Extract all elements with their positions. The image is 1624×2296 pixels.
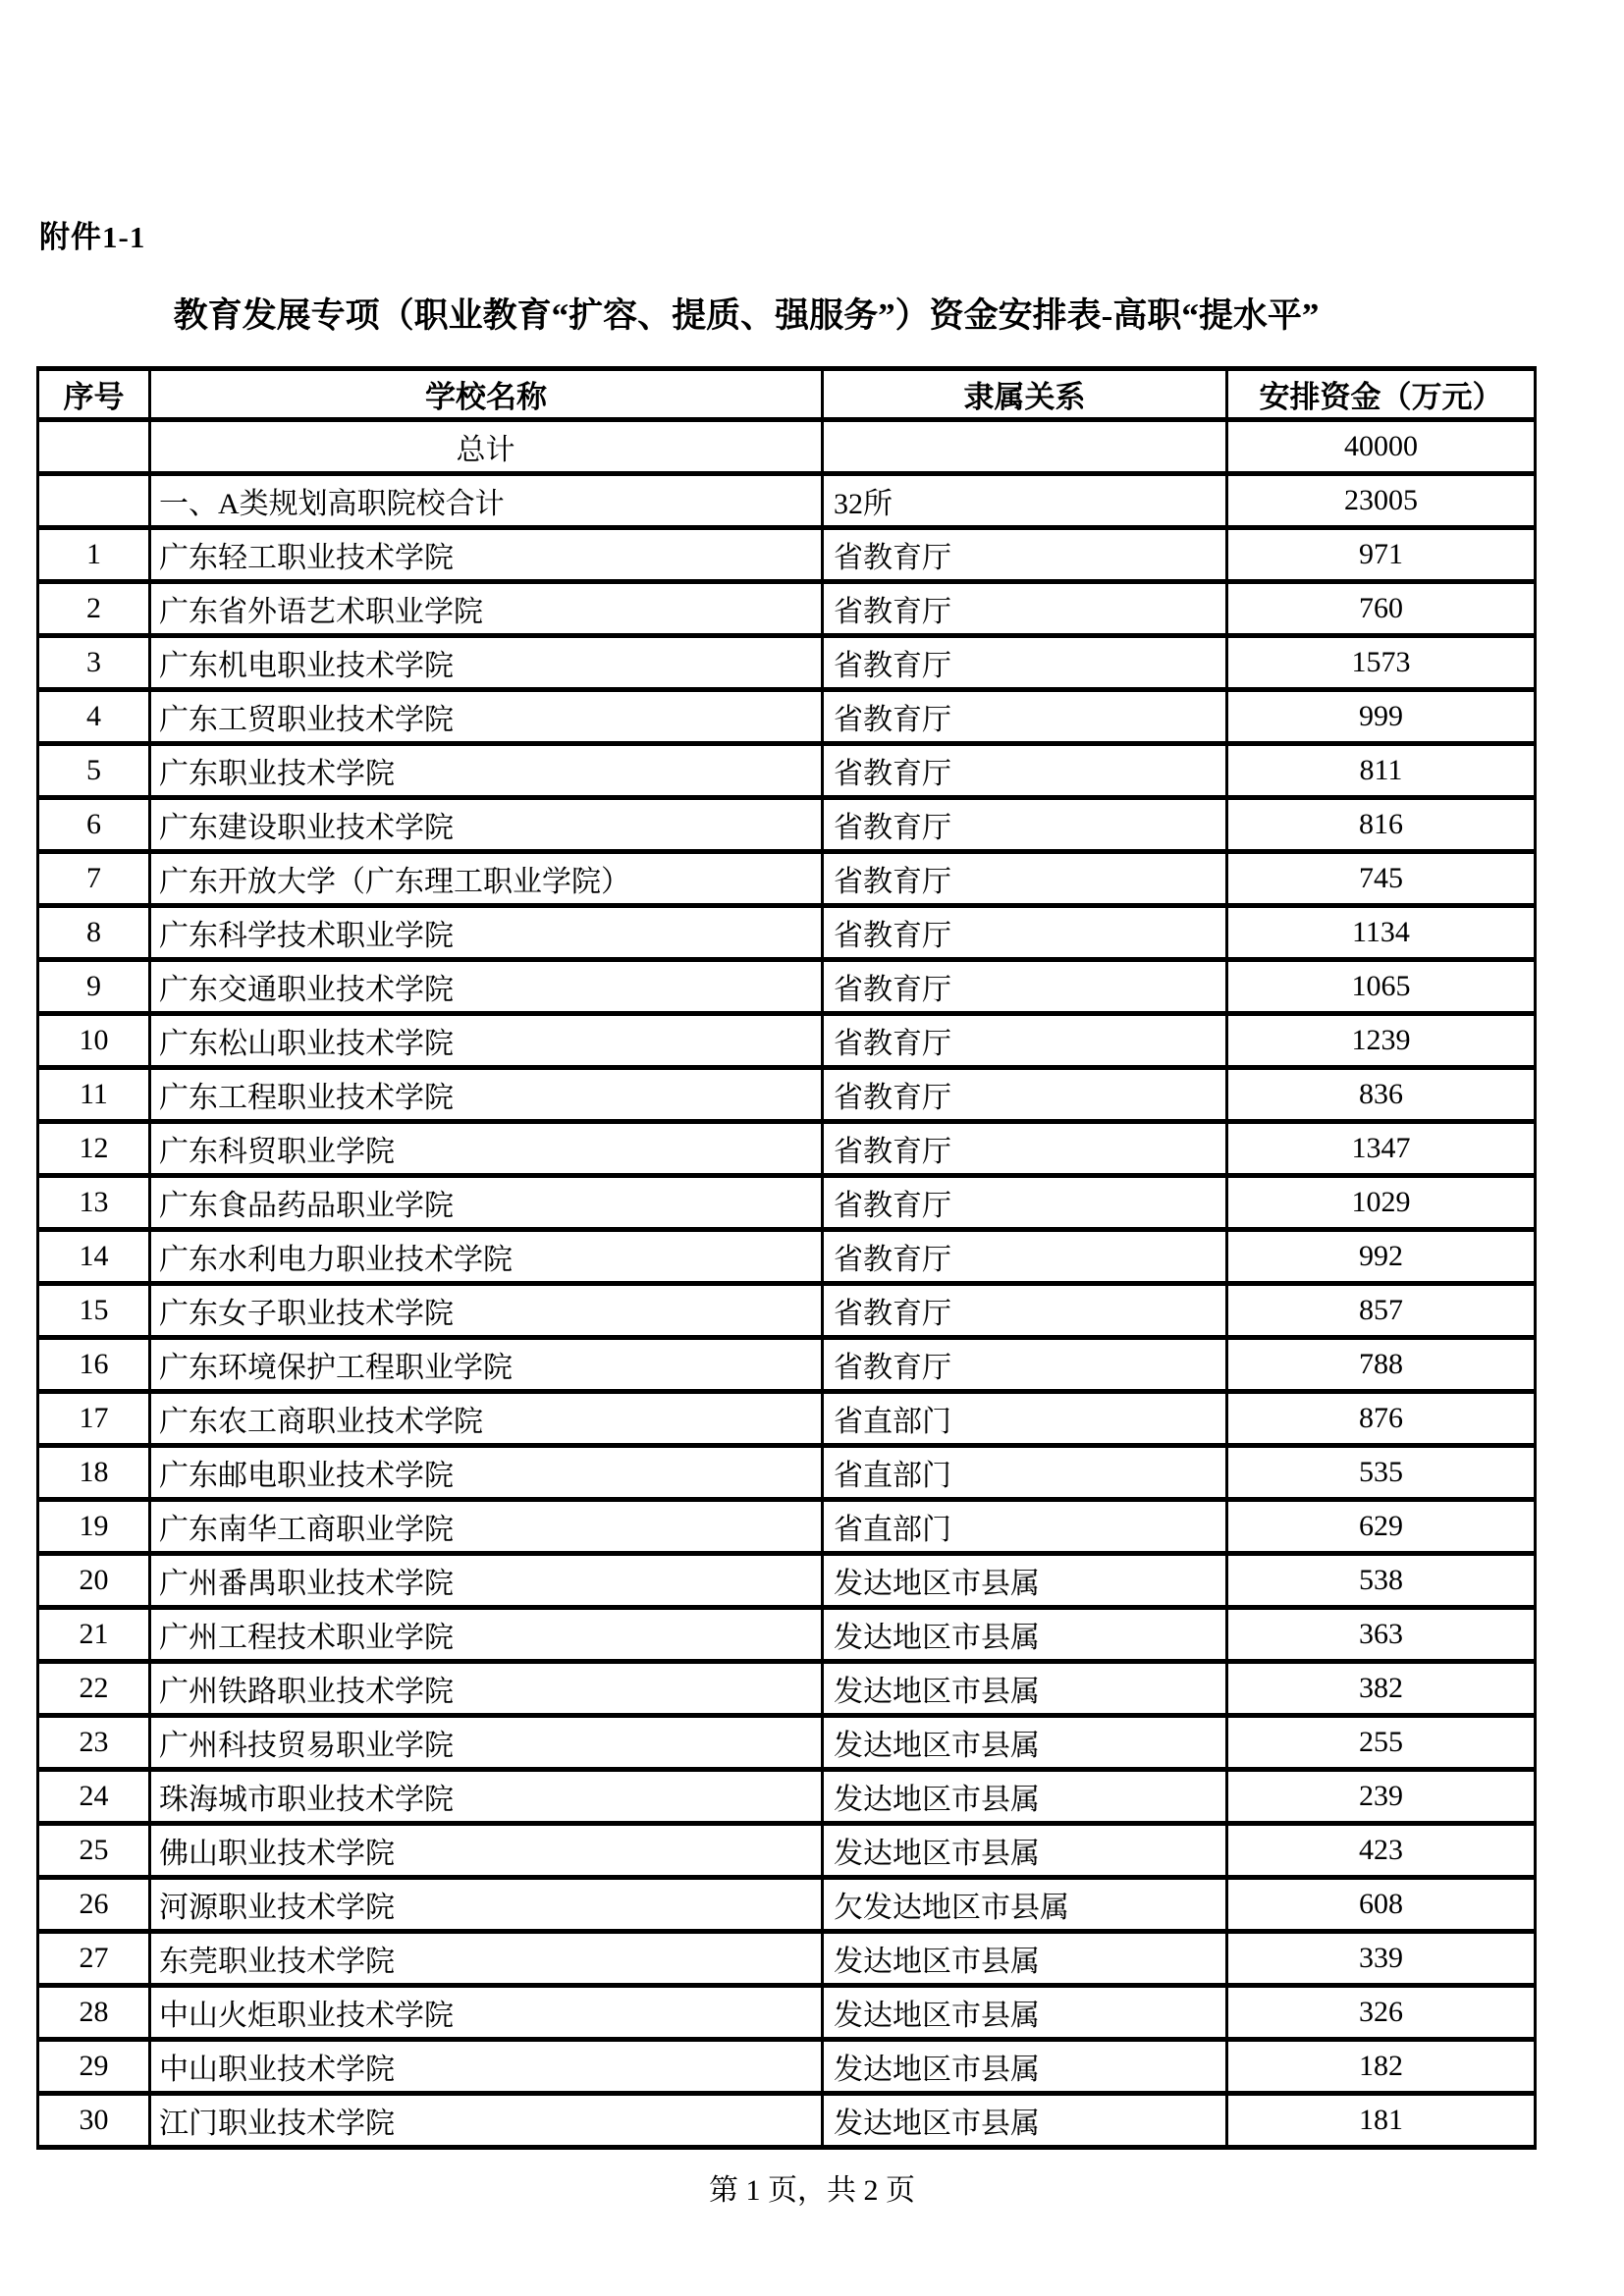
cell-affiliation: 发达地区市县属	[823, 1662, 1227, 1716]
table-row	[38, 798, 1536, 852]
page-footer: 第 1 页，共 2 页	[709, 2174, 915, 2207]
table-row	[38, 960, 1536, 1014]
cell-school: 广东邮电职业技术学院	[150, 1446, 823, 1500]
table-body	[38, 420, 1536, 2148]
cell-school: 广东食品药品职业学院	[150, 1176, 823, 1230]
cell-school: 总计	[150, 420, 823, 474]
cell-affiliation: 省教育厅	[823, 1014, 1227, 1068]
table-row	[38, 474, 1536, 528]
cell-affiliation: 省教育厅	[823, 1122, 1227, 1176]
cell-no: 27	[38, 1932, 150, 1986]
cell-no: 11	[38, 1068, 150, 1122]
table-row	[38, 636, 1536, 690]
cell-school: 广东科学技术职业学院	[150, 906, 823, 960]
cell-affiliation: 发达地区市县属	[823, 1824, 1227, 1878]
cell-affiliation: 省直部门	[823, 1500, 1227, 1554]
cell-school: 广东职业技术学院	[150, 744, 823, 798]
cell-school: 珠海城市职业技术学院	[150, 1770, 823, 1824]
cell-amount: 992	[1227, 1230, 1536, 1284]
cell-school: 佛山职业技术学院	[150, 1824, 823, 1878]
cell-school: 广东轻工职业技术学院	[150, 528, 823, 582]
allocation-table	[36, 366, 1537, 2150]
cell-affiliation: 省直部门	[823, 1446, 1227, 1500]
table-row	[38, 744, 1536, 798]
cell-no: 19	[38, 1500, 150, 1554]
cell-school: 广东南华工商职业学院	[150, 1500, 823, 1554]
cell-no: 21	[38, 1608, 150, 1662]
cell-affiliation: 发达地区市县属	[823, 1608, 1227, 1662]
cell-affiliation: 发达地区市县属	[823, 1716, 1227, 1770]
table-row	[38, 582, 1536, 636]
cell-no: 20	[38, 1554, 150, 1608]
cell-school: 河源职业技术学院	[150, 1878, 823, 1932]
cell-affiliation: 省教育厅	[823, 690, 1227, 744]
table-row	[38, 1770, 1536, 1824]
column-header-school: 学校名称	[150, 369, 823, 420]
table-row	[38, 1446, 1536, 1500]
cell-no: 30	[38, 2094, 150, 2148]
cell-amount: 1573	[1227, 636, 1536, 690]
cell-amount: 363	[1227, 1608, 1536, 1662]
cell-school: 广东工程职业技术学院	[150, 1068, 823, 1122]
cell-school: 东莞职业技术学院	[150, 1932, 823, 1986]
cell-no: 12	[38, 1122, 150, 1176]
table-row	[38, 1068, 1536, 1122]
cell-affiliation: 省教育厅	[823, 798, 1227, 852]
cell-school: 广东建设职业技术学院	[150, 798, 823, 852]
cell-school: 广东工贸职业技术学院	[150, 690, 823, 744]
table-row	[38, 528, 1536, 582]
cell-school: 广东科贸职业学院	[150, 1122, 823, 1176]
cell-no: 29	[38, 2040, 150, 2094]
cell-affiliation: 省教育厅	[823, 1230, 1227, 1284]
cell-no: 15	[38, 1284, 150, 1338]
cell-school: 广东开放大学（广东理工职业学院）	[150, 852, 823, 906]
cell-no: 8	[38, 906, 150, 960]
cell-affiliation: 发达地区市县属	[823, 2094, 1227, 2148]
cell-amount: 326	[1227, 1986, 1536, 2040]
cell-school: 广东农工商职业技术学院	[150, 1392, 823, 1446]
cell-amount: 788	[1227, 1338, 1536, 1392]
cell-amount: 745	[1227, 852, 1536, 906]
cell-affiliation: 省教育厅	[823, 852, 1227, 906]
cell-amount: 255	[1227, 1716, 1536, 1770]
cell-no: 16	[38, 1338, 150, 1392]
cell-affiliation: 省直部门	[823, 1392, 1227, 1446]
table-row	[38, 1716, 1536, 1770]
cell-amount: 608	[1227, 1878, 1536, 1932]
cell-school: 江门职业技术学院	[150, 2094, 823, 2148]
cell-no: 26	[38, 1878, 150, 1932]
table-row	[38, 2094, 1536, 2148]
cell-no	[38, 474, 150, 528]
table-row	[38, 1392, 1536, 1446]
table-row	[38, 1014, 1536, 1068]
cell-amount: 1134	[1227, 906, 1536, 960]
cell-no: 22	[38, 1662, 150, 1716]
cell-school: 广东环境保护工程职业学院	[150, 1338, 823, 1392]
cell-amount: 382	[1227, 1662, 1536, 1716]
table-row	[38, 420, 1536, 474]
cell-affiliation: 省教育厅	[823, 1338, 1227, 1392]
cell-affiliation: 发达地区市县属	[823, 1770, 1227, 1824]
cell-affiliation: 省教育厅	[823, 582, 1227, 636]
cell-affiliation	[823, 420, 1227, 474]
table-row	[38, 1230, 1536, 1284]
cell-school: 广东机电职业技术学院	[150, 636, 823, 690]
cell-school: 广州科技贸易职业学院	[150, 1716, 823, 1770]
cell-amount: 999	[1227, 690, 1536, 744]
cell-school: 一、A类规划高职院校合计	[150, 474, 823, 528]
cell-amount: 876	[1227, 1392, 1536, 1446]
cell-school: 中山火炬职业技术学院	[150, 1986, 823, 2040]
cell-affiliation: 省教育厅	[823, 744, 1227, 798]
cell-amount: 1347	[1227, 1122, 1536, 1176]
cell-no: 9	[38, 960, 150, 1014]
cell-school: 中山职业技术学院	[150, 2040, 823, 2094]
cell-no: 4	[38, 690, 150, 744]
cell-amount: 857	[1227, 1284, 1536, 1338]
cell-no: 24	[38, 1770, 150, 1824]
table-row	[38, 852, 1536, 906]
cell-amount: 760	[1227, 582, 1536, 636]
cell-no: 7	[38, 852, 150, 906]
cell-amount: 423	[1227, 1824, 1536, 1878]
cell-affiliation: 发达地区市县属	[823, 1986, 1227, 2040]
cell-no: 25	[38, 1824, 150, 1878]
cell-school: 广东交通职业技术学院	[150, 960, 823, 1014]
table-row	[38, 1662, 1536, 1716]
table-row	[38, 1284, 1536, 1338]
cell-amount: 971	[1227, 528, 1536, 582]
cell-affiliation: 欠发达地区市县属	[823, 1878, 1227, 1932]
cell-no: 2	[38, 582, 150, 636]
table-row	[38, 1176, 1536, 1230]
cell-no: 18	[38, 1446, 150, 1500]
cell-school: 广东松山职业技术学院	[150, 1014, 823, 1068]
cell-amount: 816	[1227, 798, 1536, 852]
cell-amount: 629	[1227, 1500, 1536, 1554]
table-header-row	[38, 369, 1536, 420]
cell-affiliation: 省教育厅	[823, 1284, 1227, 1338]
cell-amount: 1239	[1227, 1014, 1536, 1068]
cell-no	[38, 420, 150, 474]
table-row	[38, 690, 1536, 744]
cell-affiliation: 省教育厅	[823, 1176, 1227, 1230]
cell-amount: 339	[1227, 1932, 1536, 1986]
cell-school: 广东省外语艺术职业学院	[150, 582, 823, 636]
table-row	[38, 1824, 1536, 1878]
cell-affiliation: 省教育厅	[823, 528, 1227, 582]
cell-amount: 1065	[1227, 960, 1536, 1014]
table-row	[38, 1878, 1536, 1932]
cell-affiliation: 省教育厅	[823, 636, 1227, 690]
column-header-amount: 安排资金（万元）	[1227, 369, 1536, 420]
cell-amount: 239	[1227, 1770, 1536, 1824]
cell-amount: 23005	[1227, 474, 1536, 528]
attachment-label: 附件1-1	[39, 220, 146, 254]
cell-amount: 181	[1227, 2094, 1536, 2148]
cell-affiliation: 32所	[823, 474, 1227, 528]
cell-amount: 811	[1227, 744, 1536, 798]
table-row	[38, 1338, 1536, 1392]
cell-no: 6	[38, 798, 150, 852]
cell-school: 广州铁路职业技术学院	[150, 1662, 823, 1716]
cell-no: 1	[38, 528, 150, 582]
cell-no: 17	[38, 1392, 150, 1446]
cell-school: 广州工程技术职业学院	[150, 1608, 823, 1662]
cell-amount: 836	[1227, 1068, 1536, 1122]
cell-no: 10	[38, 1014, 150, 1068]
cell-affiliation: 发达地区市县属	[823, 1932, 1227, 1986]
table-row	[38, 1122, 1536, 1176]
table-row	[38, 2040, 1536, 2094]
cell-no: 28	[38, 1986, 150, 2040]
table-row	[38, 1554, 1536, 1608]
table-row	[38, 1986, 1536, 2040]
cell-amount: 40000	[1227, 420, 1536, 474]
cell-affiliation: 发达地区市县属	[823, 1554, 1227, 1608]
cell-school: 广东水利电力职业技术学院	[150, 1230, 823, 1284]
cell-amount: 538	[1227, 1554, 1536, 1608]
cell-affiliation: 省教育厅	[823, 960, 1227, 1014]
table-row	[38, 1608, 1536, 1662]
cell-no: 23	[38, 1716, 150, 1770]
cell-amount: 1029	[1227, 1176, 1536, 1230]
table-row	[38, 1932, 1536, 1986]
table-row	[38, 1500, 1536, 1554]
cell-amount: 182	[1227, 2040, 1536, 2094]
cell-affiliation: 发达地区市县属	[823, 2040, 1227, 2094]
cell-school: 广州番禺职业技术学院	[150, 1554, 823, 1608]
cell-amount: 535	[1227, 1446, 1536, 1500]
page-title: 教育发展专项（职业教育“扩容、提质、强服务”）资金安排表-高职“提水平”	[173, 296, 1320, 335]
cell-no: 5	[38, 744, 150, 798]
cell-no: 14	[38, 1230, 150, 1284]
cell-no: 3	[38, 636, 150, 690]
cell-no: 13	[38, 1176, 150, 1230]
cell-affiliation: 省教育厅	[823, 1068, 1227, 1122]
cell-affiliation: 省教育厅	[823, 906, 1227, 960]
column-header-no: 序号	[38, 369, 150, 420]
cell-school: 广东女子职业技术学院	[150, 1284, 823, 1338]
table-row	[38, 906, 1536, 960]
column-header-affiliation: 隶属关系	[823, 369, 1227, 420]
